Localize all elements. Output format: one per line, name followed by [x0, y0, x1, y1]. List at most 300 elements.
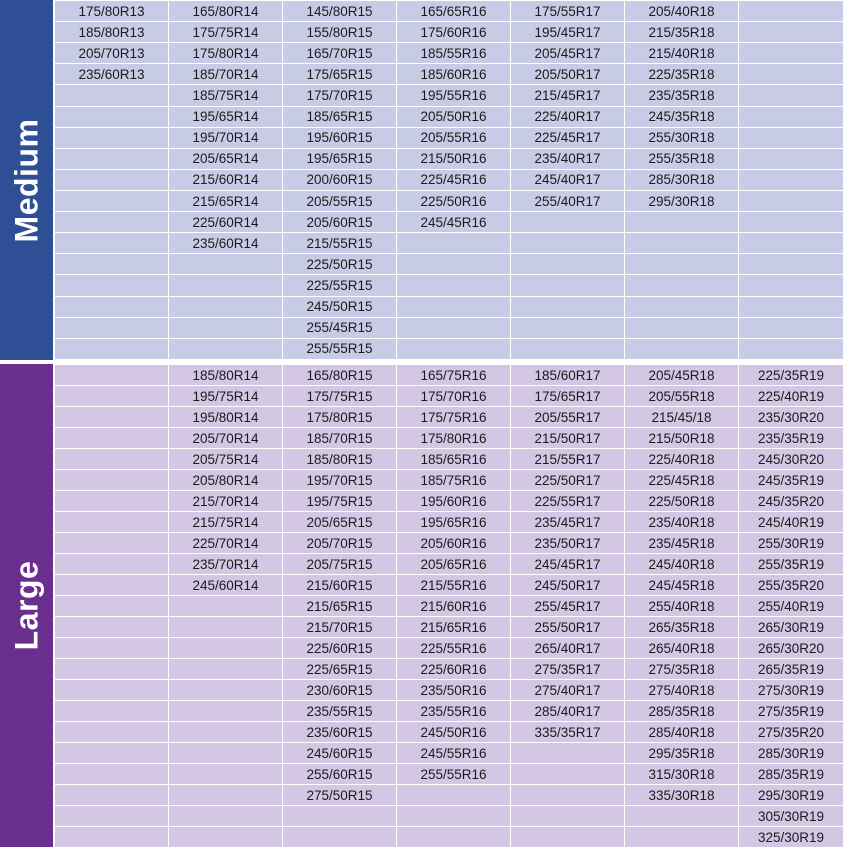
tire-size-cell: 215/65R16 [397, 617, 510, 637]
tire-size-cell [625, 275, 738, 295]
tire-size-cell: 235/40R18 [625, 512, 738, 532]
table-row [55, 212, 843, 232]
tire-size-cell [511, 806, 624, 826]
tire-size-cell: 275/35R18 [625, 659, 738, 679]
tire-size-cell [739, 275, 843, 295]
tire-size-cell: 185/60R16 [397, 64, 510, 84]
tire-size-cell: 225/55R16 [397, 638, 510, 658]
tire-size-cell: 175/65R17 [511, 386, 624, 406]
tire-size-cell [511, 743, 624, 763]
tire-size-cell: 175/60R16 [397, 22, 510, 42]
tire-size-cell: 235/45R17 [511, 512, 624, 532]
tire-size-cell [55, 170, 168, 190]
tire-size-cell [55, 386, 168, 406]
tire-size-cell: 215/65R15 [283, 596, 396, 616]
tire-size-cell [169, 617, 282, 637]
tire-size-cell [511, 297, 624, 317]
tire-size-cell: 215/70R15 [283, 617, 396, 637]
tire-size-cell [55, 638, 168, 658]
tire-size-cell: 215/50R16 [397, 149, 510, 169]
tire-size-cell: 255/45R17 [511, 596, 624, 616]
tire-size-cell: 225/35R18 [625, 64, 738, 84]
tire-size-cell: 235/40R17 [511, 149, 624, 169]
tire-size-cell: 205/65R15 [283, 512, 396, 532]
tire-size-cell: 215/70R14 [169, 491, 282, 511]
tire-size-cell: 225/55R15 [283, 275, 396, 295]
tire-size-cell [55, 701, 168, 721]
tire-size-cell [283, 806, 396, 826]
tire-size-cell: 205/55R17 [511, 407, 624, 427]
tire-size-cell: 255/50R17 [511, 617, 624, 637]
table-row [55, 365, 843, 385]
tire-size-cell [169, 659, 282, 679]
tire-size-cell: 225/40R18 [625, 449, 738, 469]
tire-size-cell: 245/45R16 [397, 212, 510, 232]
tire-size-cell [739, 170, 843, 190]
table-row [55, 107, 843, 127]
tire-size-cell: 235/55R16 [397, 701, 510, 721]
tire-size-cell: 215/75R14 [169, 512, 282, 532]
tire-size-cell: 215/35R18 [625, 22, 738, 42]
tire-size-cell: 225/60R15 [283, 638, 396, 658]
tire-size-cell [55, 743, 168, 763]
table-row [55, 297, 843, 317]
tire-size-cell: 165/65R16 [397, 1, 510, 21]
large-section [0, 364, 844, 847]
tire-size-cell [55, 365, 168, 385]
tire-size-cell: 200/60R15 [283, 170, 396, 190]
tire-size-cell: 225/45R18 [625, 470, 738, 490]
tire-size-cell: 285/35R18 [625, 701, 738, 721]
tire-size-cell: 225/40R19 [739, 386, 843, 406]
tire-size-cell: 205/75R15 [283, 554, 396, 574]
table-row [55, 22, 843, 42]
tire-size-cell: 245/50R17 [511, 575, 624, 595]
table-row [55, 575, 843, 595]
tire-size-cell: 265/35R18 [625, 617, 738, 637]
tire-size-cell [55, 428, 168, 448]
tire-size-cell [55, 827, 168, 847]
table-row [55, 806, 843, 826]
tire-size-cell [55, 407, 168, 427]
tire-size-cell: 275/50R15 [283, 785, 396, 805]
tire-size-cell: 175/65R15 [283, 64, 396, 84]
tire-size-cell: 335/30R18 [625, 785, 738, 805]
tire-size-cell: 255/45R15 [283, 318, 396, 338]
tire-size-cell: 195/70R14 [169, 128, 282, 148]
tire-size-cell [511, 275, 624, 295]
tire-size-cell: 295/30R19 [739, 785, 843, 805]
tire-size-cell [511, 254, 624, 274]
tire-size-cell: 205/50R17 [511, 64, 624, 84]
tire-size-cell [625, 233, 738, 253]
tire-size-cell: 245/35R19 [739, 470, 843, 490]
tire-size-cell: 245/45R17 [511, 554, 624, 574]
tire-size-cell [625, 212, 738, 232]
table-row [55, 149, 843, 169]
tire-size-cell: 285/40R18 [625, 722, 738, 742]
table-row [55, 128, 843, 148]
tire-size-cell: 245/40R18 [625, 554, 738, 574]
tire-size-cell: 175/80R16 [397, 428, 510, 448]
tire-size-cell [397, 785, 510, 805]
tire-size-cell: 235/50R17 [511, 533, 624, 553]
tire-size-cell: 245/60R14 [169, 575, 282, 595]
tire-size-cell [55, 191, 168, 211]
tire-size-cell: 205/70R14 [169, 428, 282, 448]
tire-size-cell: 225/60R16 [397, 659, 510, 679]
tire-size-cell: 225/45R16 [397, 170, 510, 190]
tire-size-cell [511, 318, 624, 338]
tire-size-cell: 235/60R14 [169, 233, 282, 253]
tire-size-cell: 255/55R16 [397, 764, 510, 784]
tire-size-cell [397, 275, 510, 295]
tire-size-cell: 245/50R16 [397, 722, 510, 742]
tire-size-cell: 255/30R19 [739, 533, 843, 553]
tire-size-cell: 195/65R15 [283, 149, 396, 169]
tire-size-cell: 275/35R17 [511, 659, 624, 679]
tire-size-cell [169, 254, 282, 274]
tire-size-cell [169, 701, 282, 721]
tire-size-cell [739, 85, 843, 105]
tire-size-cell [739, 318, 843, 338]
table-row [55, 827, 843, 847]
tire-size-cell: 305/30R19 [739, 806, 843, 826]
tire-size-cell: 275/40R18 [625, 680, 738, 700]
tire-size-cell: 195/70R15 [283, 470, 396, 490]
tire-size-cell: 245/35R20 [739, 491, 843, 511]
tire-size-cell: 195/55R16 [397, 85, 510, 105]
tire-size-cell: 215/45/18 [625, 407, 738, 427]
tire-size-cell: 225/60R14 [169, 212, 282, 232]
table-row [55, 428, 843, 448]
tire-size-cell: 185/60R17 [511, 365, 624, 385]
tire-size-cell: 175/55R17 [511, 1, 624, 21]
tire-size-cell: 265/30R20 [739, 638, 843, 658]
tire-size-cell: 175/80R15 [283, 407, 396, 427]
tire-size-cell [397, 339, 510, 359]
tire-size-cell: 325/30R19 [739, 827, 843, 847]
tire-size-cell: 165/80R14 [169, 1, 282, 21]
tire-size-cell [739, 1, 843, 21]
tire-size-cell [55, 617, 168, 637]
tire-size-cell: 205/65R16 [397, 554, 510, 574]
tire-size-cell [55, 107, 168, 127]
tire-size-cell [55, 785, 168, 805]
tire-size-cell: 255/40R18 [625, 596, 738, 616]
tire-size-cell [55, 254, 168, 274]
tire-size-cell [55, 470, 168, 490]
tire-size-cell [55, 659, 168, 679]
tire-size-cell: 185/80R15 [283, 449, 396, 469]
tire-size-cell: 205/60R16 [397, 533, 510, 553]
tire-size-cell [625, 827, 738, 847]
tire-size-cell [511, 339, 624, 359]
tire-size-cell: 205/65R14 [169, 149, 282, 169]
tire-size-cell [55, 722, 168, 742]
large-size-label [0, 364, 53, 847]
tire-size-cell [739, 149, 843, 169]
tire-size-cell [55, 149, 168, 169]
tire-size-cell: 245/55R16 [397, 743, 510, 763]
tire-size-cell: 235/60R15 [283, 722, 396, 742]
tire-size-cell [55, 85, 168, 105]
tire-size-cell: 255/35R19 [739, 554, 843, 574]
tire-size-cell: 255/35R18 [625, 149, 738, 169]
tire-size-cell [55, 806, 168, 826]
tire-size-cell: 195/75R15 [283, 491, 396, 511]
tire-size-cell: 205/45R17 [511, 43, 624, 63]
tire-size-cell [169, 827, 282, 847]
tire-size-cell: 215/55R15 [283, 233, 396, 253]
tire-size-cell: 175/75R15 [283, 386, 396, 406]
tire-size-cell: 225/55R17 [511, 491, 624, 511]
tire-size-cell: 215/45R17 [511, 85, 624, 105]
tire-size-cell [55, 554, 168, 574]
table-row [55, 722, 843, 742]
tire-size-cell [169, 680, 282, 700]
tire-size-cell [739, 191, 843, 211]
tire-size-cell [55, 318, 168, 338]
tire-size-cell [739, 128, 843, 148]
tire-size-cell [169, 806, 282, 826]
tire-size-cell: 185/70R14 [169, 64, 282, 84]
tire-size-cell: 235/35R18 [625, 85, 738, 105]
tire-size-cell [55, 339, 168, 359]
tire-size-cell: 235/50R16 [397, 680, 510, 700]
tire-size-cell: 225/65R15 [283, 659, 396, 679]
tire-size-cell: 275/40R17 [511, 680, 624, 700]
tire-size-cell: 235/30R20 [739, 407, 843, 427]
tire-size-cell: 265/30R19 [739, 617, 843, 637]
tire-size-cell [169, 638, 282, 658]
tire-size-cell [55, 680, 168, 700]
tire-size-cell: 195/60R16 [397, 491, 510, 511]
tire-size-cell: 235/55R15 [283, 701, 396, 721]
tire-size-cell: 235/45R18 [625, 533, 738, 553]
tire-size-cell: 165/80R15 [283, 365, 396, 385]
tire-size-cell: 265/40R17 [511, 638, 624, 658]
tire-size-cell [625, 806, 738, 826]
tire-size-cell: 205/60R15 [283, 212, 396, 232]
tire-size-cell [169, 275, 282, 295]
tire-size-cell: 205/80R14 [169, 470, 282, 490]
tire-size-cell [739, 22, 843, 42]
table-row [55, 617, 843, 637]
tire-size-cell: 185/65R15 [283, 107, 396, 127]
tire-size-cell: 275/35R19 [739, 701, 843, 721]
tire-size-cell [55, 533, 168, 553]
table-row [55, 785, 843, 805]
tire-size-cell: 185/75R14 [169, 85, 282, 105]
tire-size-cell: 175/75R16 [397, 407, 510, 427]
tire-size-cell: 175/75R14 [169, 22, 282, 42]
tire-size-cell [625, 297, 738, 317]
tire-size-cell: 145/80R15 [283, 1, 396, 21]
tire-size-cell: 335/35R17 [511, 722, 624, 742]
tire-size-cell: 225/50R15 [283, 254, 396, 274]
tire-size-cell: 315/30R18 [625, 764, 738, 784]
tire-size-cell [739, 233, 843, 253]
tire-size-cell [739, 339, 843, 359]
table-row [55, 743, 843, 763]
tire-size-cell [625, 254, 738, 274]
tire-size-cell: 165/75R16 [397, 365, 510, 385]
tire-size-cell: 185/55R16 [397, 43, 510, 63]
tire-size-cell: 185/75R16 [397, 470, 510, 490]
tire-size-cell: 245/35R18 [625, 107, 738, 127]
table-row [55, 680, 843, 700]
table-row [55, 470, 843, 490]
table-row [55, 1, 843, 21]
tire-size-cell: 225/45R17 [511, 128, 624, 148]
tire-size-cell: 285/30R18 [625, 170, 738, 190]
tire-size-cell: 195/45R17 [511, 22, 624, 42]
tire-size-cell [739, 254, 843, 274]
table-row [55, 233, 843, 253]
tire-size-cell: 205/75R14 [169, 449, 282, 469]
table-row [55, 85, 843, 105]
tire-size-cell: 230/60R15 [283, 680, 396, 700]
tire-size-cell [739, 212, 843, 232]
table-row [55, 533, 843, 553]
tire-size-cell: 225/50R16 [397, 191, 510, 211]
tire-size-cell [169, 743, 282, 763]
tire-size-cell: 275/30R19 [739, 680, 843, 700]
table-row [55, 638, 843, 658]
tire-size-cell: 235/60R13 [55, 64, 168, 84]
tire-size-cell: 195/60R15 [283, 128, 396, 148]
table-row [55, 191, 843, 211]
tire-size-cell: 285/30R19 [739, 743, 843, 763]
tire-size-cell [511, 233, 624, 253]
tire-size-cell [397, 254, 510, 274]
table-row [55, 275, 843, 295]
tire-size-cell [511, 785, 624, 805]
tire-size-cell: 255/40R17 [511, 191, 624, 211]
tire-size-cell: 185/80R14 [169, 365, 282, 385]
tire-size-cell [55, 491, 168, 511]
tire-size-cell: 245/40R19 [739, 512, 843, 532]
tire-size-cell: 205/40R18 [625, 1, 738, 21]
tire-size-cell: 285/40R17 [511, 701, 624, 721]
tire-size-cell: 245/30R20 [739, 449, 843, 469]
tire-size-cell [169, 785, 282, 805]
tire-size-cell [169, 722, 282, 742]
tire-size-cell: 255/40R19 [739, 596, 843, 616]
tire-size-cell: 225/50R18 [625, 491, 738, 511]
tire-size-cell [169, 297, 282, 317]
table-row [55, 254, 843, 274]
tire-size-cell: 155/80R15 [283, 22, 396, 42]
tire-size-cell: 295/35R18 [625, 743, 738, 763]
tire-size-cell [283, 827, 396, 847]
tire-size-cell: 215/65R14 [169, 191, 282, 211]
table-row [55, 449, 843, 469]
tire-size-cell: 195/75R14 [169, 386, 282, 406]
tire-size-cell: 245/50R15 [283, 297, 396, 317]
table-row [55, 43, 843, 63]
tire-size-cell [55, 233, 168, 253]
tire-size-cell: 185/65R16 [397, 449, 510, 469]
tire-size-cell [55, 275, 168, 295]
tire-size-cell: 215/50R18 [625, 428, 738, 448]
tire-size-cell: 195/80R14 [169, 407, 282, 427]
tire-size-cell: 255/30R18 [625, 128, 738, 148]
tire-size-cell [397, 318, 510, 338]
medium-tire-size-table [54, 0, 844, 360]
tire-size-cell: 275/35R20 [739, 722, 843, 742]
tire-size-cell [397, 233, 510, 253]
tire-size-cell [55, 596, 168, 616]
tire-size-cell [55, 764, 168, 784]
tire-size-cell: 245/45R18 [625, 575, 738, 595]
tire-size-cell: 215/50R17 [511, 428, 624, 448]
tire-size-cell [169, 596, 282, 616]
tire-size-cell: 285/35R19 [739, 764, 843, 784]
tire-size-cell: 295/30R18 [625, 191, 738, 211]
tire-size-cell: 175/70R16 [397, 386, 510, 406]
tire-size-cell [169, 764, 282, 784]
tire-size-cell [511, 827, 624, 847]
tire-size-cell: 225/50R17 [511, 470, 624, 490]
tire-size-cell [169, 318, 282, 338]
tire-size-cell [739, 107, 843, 127]
medium-section [0, 0, 844, 360]
tire-size-cell: 205/70R15 [283, 533, 396, 553]
tire-size-cell: 205/55R15 [283, 191, 396, 211]
tire-size-cell: 255/35R20 [739, 575, 843, 595]
tire-size-cell [55, 128, 168, 148]
tire-size-cell: 205/70R13 [55, 43, 168, 63]
tire-size-cell: 205/55R18 [625, 386, 738, 406]
tire-size-cell: 245/60R15 [283, 743, 396, 763]
tire-size-cell: 215/55R17 [511, 449, 624, 469]
tire-size-cell: 235/35R19 [739, 428, 843, 448]
tire-size-cell [55, 575, 168, 595]
tire-size-cell: 215/40R18 [625, 43, 738, 63]
tire-size-cell: 205/55R16 [397, 128, 510, 148]
tire-size-cell [55, 512, 168, 532]
tire-size-cell [739, 64, 843, 84]
large-label-text: Large [8, 560, 45, 651]
tire-size-cell: 165/70R15 [283, 43, 396, 63]
tire-size-cell: 225/70R14 [169, 533, 282, 553]
table-row [55, 170, 843, 190]
table-row [55, 701, 843, 721]
tire-size-cell: 195/65R14 [169, 107, 282, 127]
tire-size-cell [55, 212, 168, 232]
tire-size-cell [625, 339, 738, 359]
tire-size-cell: 255/55R15 [283, 339, 396, 359]
table-row [55, 386, 843, 406]
tire-size-cell: 175/80R14 [169, 43, 282, 63]
tire-size-cell [55, 449, 168, 469]
tire-size-cell [169, 339, 282, 359]
tire-size-cell: 175/80R13 [55, 1, 168, 21]
large-tire-size-table [54, 364, 844, 848]
table-row [55, 491, 843, 511]
tire-size-cell: 185/70R15 [283, 428, 396, 448]
tire-size-cell: 205/45R18 [625, 365, 738, 385]
tire-size-cell: 185/80R13 [55, 22, 168, 42]
tire-size-cell: 225/40R17 [511, 107, 624, 127]
tire-size-cell [511, 212, 624, 232]
tire-size-cell: 175/70R15 [283, 85, 396, 105]
tire-size-cell: 265/35R19 [739, 659, 843, 679]
tire-size-cell [397, 806, 510, 826]
tire-size-cell: 215/55R16 [397, 575, 510, 595]
